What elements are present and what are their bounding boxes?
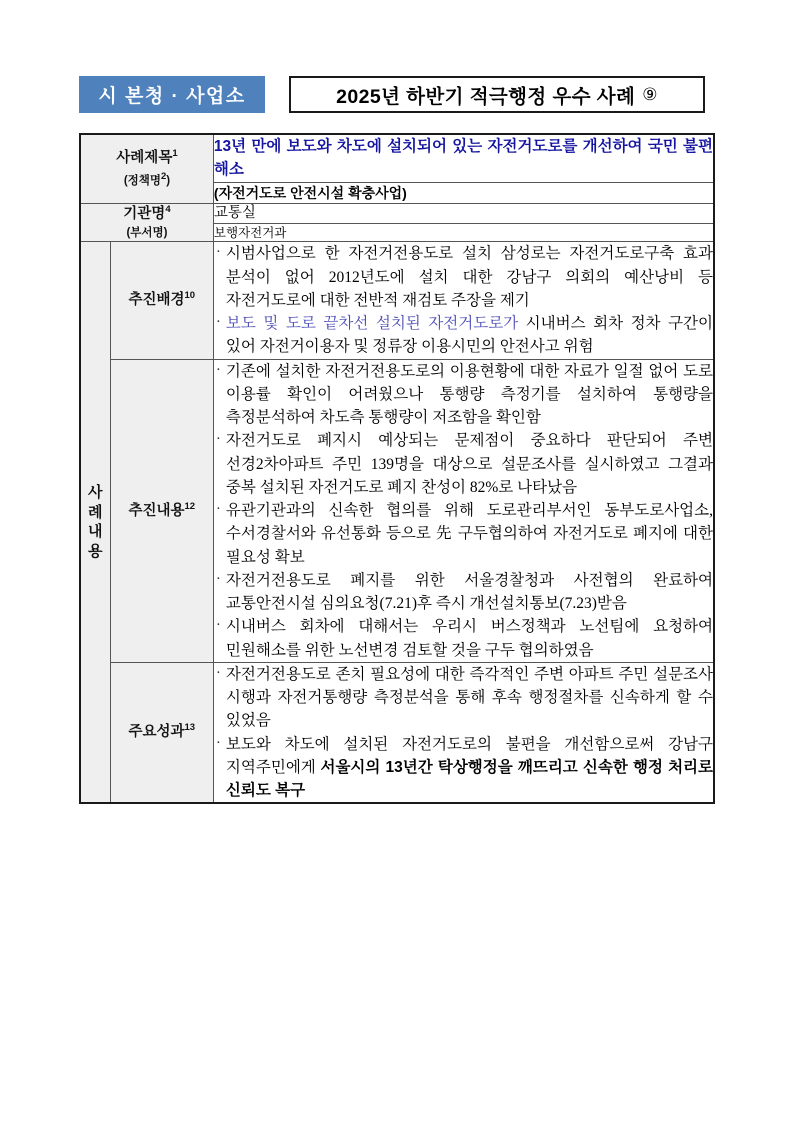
bullet-text-emphasis: 서울시의 13년간 탁상행정을 깨뜨리고 신속한 행정 처리로 신뢰도 복구 bbox=[225, 758, 713, 800]
bullet-text: 자전거전용도로 존치 필요성에 대한 즉각적인 주변 아파트 주민 설문조사 시행과 자전거통행량 측정분석을 통해 후속 행정절차를 신속하게 할 수 있었음 bbox=[225, 665, 713, 730]
list-item bbox=[214, 615, 713, 662]
background-label: 추진배경 bbox=[128, 292, 185, 309]
list-item bbox=[214, 569, 713, 616]
background-label-sup: 10 bbox=[184, 290, 196, 302]
bullet-text: 시내버스 회차 정차 구간이 있어 자전거이용자 및 정류장 이용시민의 안전사고 위험 bbox=[225, 315, 713, 356]
case-title-sublabel-close: ) bbox=[166, 174, 171, 187]
list-item bbox=[214, 312, 713, 359]
case-detail-table bbox=[79, 133, 715, 804]
bullet-text: 자전거전용도로 폐지를 위한 서울경찰청과 사전협의 완료하여 교통안전시설 심의요청(7.21)후 즉시 개선설치통보(7.23)받음 bbox=[225, 571, 713, 613]
bullet-text: 유관기관과의 신속한 협의를 위해 도로관리부서인 동부도로사업소, 수서경찰서와 유선통화 등으로 先 구두협의하여 자전거도로 폐지에 대한 필요성 확보 bbox=[225, 502, 713, 566]
organization-label-sup: 4 bbox=[165, 203, 171, 215]
activities-label: 추진내용 bbox=[128, 502, 185, 519]
organization-sublabel: (부서명) bbox=[126, 226, 168, 239]
list-item bbox=[214, 242, 713, 312]
organization-label-cell bbox=[80, 203, 213, 242]
bullet-text: 자전거도로 폐지시 예상되는 문제점이 중요하다 판단되어 주변 선경2차아파트 주민 139명을 대상으로 설문조사를 실시하였고 그결과 중복 설치된 자전거도로 폐지 찬성이 82%로 나타났음 bbox=[225, 432, 713, 496]
list-item bbox=[214, 499, 713, 569]
activities-content-cell bbox=[213, 359, 714, 662]
table-row-activities bbox=[80, 359, 714, 662]
organization-value-bureau: 교통실 bbox=[213, 203, 714, 224]
list-item bbox=[214, 360, 713, 430]
case-title-sublabel-sup: 2 bbox=[160, 170, 167, 182]
vertical-label-char-2: 내 bbox=[88, 523, 103, 541]
background-content-cell bbox=[213, 242, 714, 359]
outcomes-bullet-list bbox=[214, 663, 713, 803]
case-content-vertical-label bbox=[80, 242, 110, 804]
organization-label: 기관명 bbox=[123, 205, 166, 222]
outcomes-label-cell bbox=[110, 662, 213, 803]
list-item bbox=[214, 733, 713, 803]
list-item bbox=[214, 663, 713, 733]
bullet-text: 시내버스 회차에 대해서는 우리시 버스정책과 노선팀에 요청하여 민원해소를 위한 노선변경 검토할 것을 구두 협의하였음 bbox=[225, 618, 713, 659]
document-title: 2025년 하반기 적극행정 우수 사례 bbox=[336, 85, 636, 108]
organization-value-department: 보행자전거과 bbox=[213, 224, 714, 242]
activities-label-cell bbox=[110, 359, 213, 662]
vertical-label-char-3: 용 bbox=[88, 543, 103, 561]
bullet-text-highlight: 보도 및 도로 끝차선 설치된 자전거도로가 bbox=[225, 315, 519, 333]
case-title-sublabel bbox=[81, 171, 213, 189]
case-title-value: 13년 만에 보도와 차도에 설치되어 있는 자전거도로를 개선하여 국민 불편 해소 bbox=[213, 134, 714, 182]
outcomes-label-sup: 13 bbox=[184, 722, 196, 734]
case-title-subvalue: (자전거도로 안전시설 확충사업) bbox=[213, 182, 714, 203]
table-row-organization bbox=[80, 203, 714, 224]
outcomes-label: 주요성과 bbox=[128, 724, 185, 741]
list-item bbox=[214, 429, 713, 499]
case-title-sublabel-text: (정책명 bbox=[123, 174, 161, 187]
document-number: ⑨ bbox=[642, 84, 658, 104]
organization-badge: 시 본청 · 사업소 bbox=[79, 76, 265, 113]
background-bullet-list bbox=[214, 242, 713, 358]
case-title-label-cell bbox=[80, 134, 213, 203]
bullet-text: 시범사업으로 한 자전거전용도로 설치 삼성로는 자전거도로구축 효과 분석이 없어 2012년도에 설치 대한 강남구 의회의 예산낭비 등 자전거도로에 대한 전반적 재검토 주장을 제기 bbox=[225, 245, 713, 309]
vertical-label-char-1: 례 bbox=[88, 503, 103, 521]
document-title-box bbox=[289, 76, 705, 113]
activities-label-sup: 12 bbox=[184, 500, 196, 512]
vertical-label-char-0: 사 bbox=[88, 483, 103, 501]
outcomes-content-cell bbox=[213, 662, 714, 803]
document-header bbox=[79, 76, 715, 120]
activities-bullet-list bbox=[214, 360, 713, 662]
table-row-background bbox=[80, 242, 714, 359]
table-row-outcomes bbox=[80, 662, 714, 803]
bullet-text: 보도와 차도에 설치된 자전거도로의 불편을 개선함으로써 강남구 지역주민에게 bbox=[225, 735, 713, 776]
case-title-label-sup: 1 bbox=[172, 148, 178, 160]
case-title-label: 사례제목 bbox=[116, 150, 173, 167]
bullet-text: 기존에 설치한 자전거전용도로의 이용현황에 대한 자료가 일절 없어 도로 이용률 확인이 어려웠으나 통행량 측정기를 설치하여 통행량을 측정분석하여 차도측 통행량이 저조함을 확인함 bbox=[225, 362, 713, 427]
table-row-case-title bbox=[80, 134, 714, 182]
background-label-cell bbox=[110, 242, 213, 359]
